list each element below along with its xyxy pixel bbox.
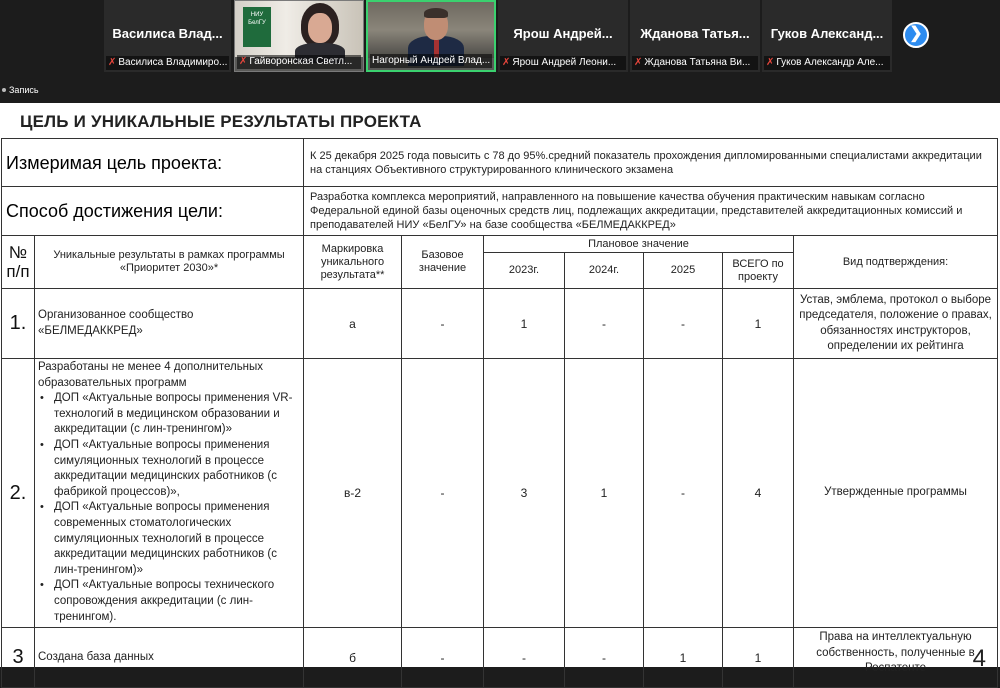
participant-caption: ✗ Жданова Татьяна Ви... bbox=[632, 56, 758, 70]
shared-slide bbox=[0, 103, 1000, 675]
page-number: 4 bbox=[972, 645, 986, 672]
project-table bbox=[1, 138, 998, 688]
row-result: Создана база данных bbox=[35, 628, 304, 688]
list-item: • ДОП «Актуальные вопросы применения VR-технологий в медицинском образовании и аккредитации (с лин-тренингом)» bbox=[54, 391, 300, 438]
row-marking: в-2 bbox=[304, 359, 402, 628]
goal-row bbox=[2, 139, 998, 187]
participant-tile-4[interactable] bbox=[498, 0, 628, 72]
participant-name-large: Гуков Александ... bbox=[770, 26, 884, 41]
header-confirm: Вид подтверждения: bbox=[794, 236, 998, 289]
list-item: • ДОП «Актуальные вопросы применения современных стоматологических симуляционных технологий в процессе аккредитации медицинских работников (с лин-тренингом)» bbox=[54, 500, 300, 578]
row-base: - bbox=[402, 359, 484, 628]
row-result: Организованное сообщество «БЕЛМЕДАККРЕД» bbox=[35, 289, 304, 359]
row-result-intro: Разработаны не менее 4 дополнительных образовательных программ bbox=[38, 361, 264, 389]
participant-tile-2[interactable] bbox=[234, 0, 364, 72]
header-num: № п/п bbox=[2, 236, 35, 289]
slide-title: ЦЕЛЬ И УНИКАЛЬНЫЕ РЕЗУЛЬТАТЫ ПРОЕКТА bbox=[20, 112, 422, 131]
table-row bbox=[2, 628, 998, 688]
row-2024: - bbox=[565, 289, 644, 359]
method-text: Разработка комплекса мероприятий, направленного на повышение качества обучения практическим навыкам согласно Федеральной единой базы оценочных средств лиц, подлежащих аккредитации, представителей аккредитационных комиссий и преподавателей НИУ «БелГУ» на базе сообщества «БЕЛМЕДАККРЕД» bbox=[304, 187, 998, 236]
method-row bbox=[2, 187, 998, 236]
mic-muted-icon: ✗ bbox=[239, 56, 248, 67]
header-2025: 2025 bbox=[644, 253, 723, 289]
program-list bbox=[38, 391, 300, 625]
row-marking: б bbox=[304, 628, 402, 688]
table-row bbox=[2, 289, 998, 359]
participant-caption: ✗ Гайворонская Светл... bbox=[237, 55, 361, 69]
participant-tile-5[interactable] bbox=[630, 0, 760, 72]
list-item: • ДОП «Актуальные вопросы технического сопровождения аккредитации (с лин-тренингом). bbox=[54, 578, 300, 625]
participant-video bbox=[235, 1, 363, 57]
row-2024: 1 bbox=[565, 359, 644, 628]
mic-muted-icon: ✗ bbox=[634, 57, 643, 68]
header-2024: 2024г. bbox=[565, 253, 644, 289]
row-total: 1 bbox=[723, 289, 794, 359]
row-total: 4 bbox=[723, 359, 794, 628]
row-number: 3 bbox=[2, 628, 35, 688]
recording-label: Запись bbox=[9, 85, 39, 95]
row-number: 2. bbox=[2, 359, 35, 628]
header-base: Базовое значение bbox=[402, 236, 484, 289]
mic-muted-icon: ✗ bbox=[108, 57, 117, 68]
row-total: 1 bbox=[723, 628, 794, 688]
row-base: - bbox=[402, 289, 484, 359]
row-number: 1. bbox=[2, 289, 35, 359]
mic-muted-icon: ✗ bbox=[766, 57, 775, 68]
row-base: - bbox=[402, 628, 484, 688]
participant-name-large: Ярош Андрей... bbox=[513, 26, 613, 41]
row-2025: - bbox=[644, 289, 723, 359]
participant-tile-1[interactable] bbox=[104, 0, 231, 72]
participant-caption: ✗ Василиса Владимиро... bbox=[108, 57, 228, 68]
header-total: ВСЕГО по проекту bbox=[723, 253, 794, 289]
row-result bbox=[35, 359, 304, 628]
participant-tile-6[interactable] bbox=[762, 0, 892, 72]
row-confirm: Утвержденные программы bbox=[794, 359, 998, 628]
header-results: Уникальные результаты в рамках программы «Приоритет 2030»* bbox=[35, 236, 304, 289]
row-marking: а bbox=[304, 289, 402, 359]
row-2024: - bbox=[565, 628, 644, 688]
participant-video bbox=[368, 2, 494, 58]
row-2025: - bbox=[644, 359, 723, 628]
participant-caption: Нагорный Андрей Влад... bbox=[372, 55, 491, 66]
goal-label: Измеримая цель проекта: bbox=[2, 139, 304, 187]
participant-name-large: Жданова Татья... bbox=[640, 26, 750, 41]
row-2023: - bbox=[484, 628, 565, 688]
row-2025: 1 bbox=[644, 628, 723, 688]
table-row bbox=[2, 359, 998, 628]
header-marking: Маркировка уникального результата** bbox=[304, 236, 402, 289]
next-participants-button[interactable] bbox=[903, 22, 929, 48]
university-sign: НИУ БелГУ bbox=[243, 7, 271, 47]
participant-caption: ✗ Гуков Александр Але... bbox=[764, 56, 890, 70]
participant-person bbox=[295, 3, 345, 63]
header-planned: Плановое значение bbox=[484, 236, 794, 253]
chevron-right-icon: ❯ bbox=[909, 25, 923, 42]
participant-name-large: Василиса Влад... bbox=[112, 26, 223, 41]
list-item: • ДОП «Актуальные вопросы применения симуляционных технологий в процессе аккредитации медицинских работников (с фабрикой процессов)», bbox=[54, 438, 300, 500]
recording-indicator bbox=[0, 82, 39, 98]
method-label: Способ достижения цели: bbox=[2, 187, 304, 236]
participant-caption: ✗ Ярош Андрей Леони... bbox=[500, 56, 626, 70]
row-2023: 1 bbox=[484, 289, 565, 359]
participant-tile-3[interactable] bbox=[366, 0, 496, 72]
header-2023: 2023г. bbox=[484, 253, 565, 289]
row-confirm: Права на интеллектуальную собственность, полученные в Роспатенте bbox=[794, 628, 998, 688]
participant-strip bbox=[0, 0, 1000, 80]
goal-text: К 25 декабря 2025 года повысить с 78 до 95%.средний показатель прохождения дипломированными специалистами аккредитации на станциях Объективного структурированного клинического экзамена bbox=[304, 139, 998, 187]
recording-dot-icon bbox=[2, 88, 6, 92]
row-2023: 3 bbox=[484, 359, 565, 628]
row-confirm: Устав, эмблема, протокол о выборе председателя, положение о правах, обязанностях инструкторов, определении их рейтинга bbox=[794, 289, 998, 359]
header-row-1 bbox=[2, 236, 998, 253]
mic-muted-icon: ✗ bbox=[502, 57, 511, 68]
